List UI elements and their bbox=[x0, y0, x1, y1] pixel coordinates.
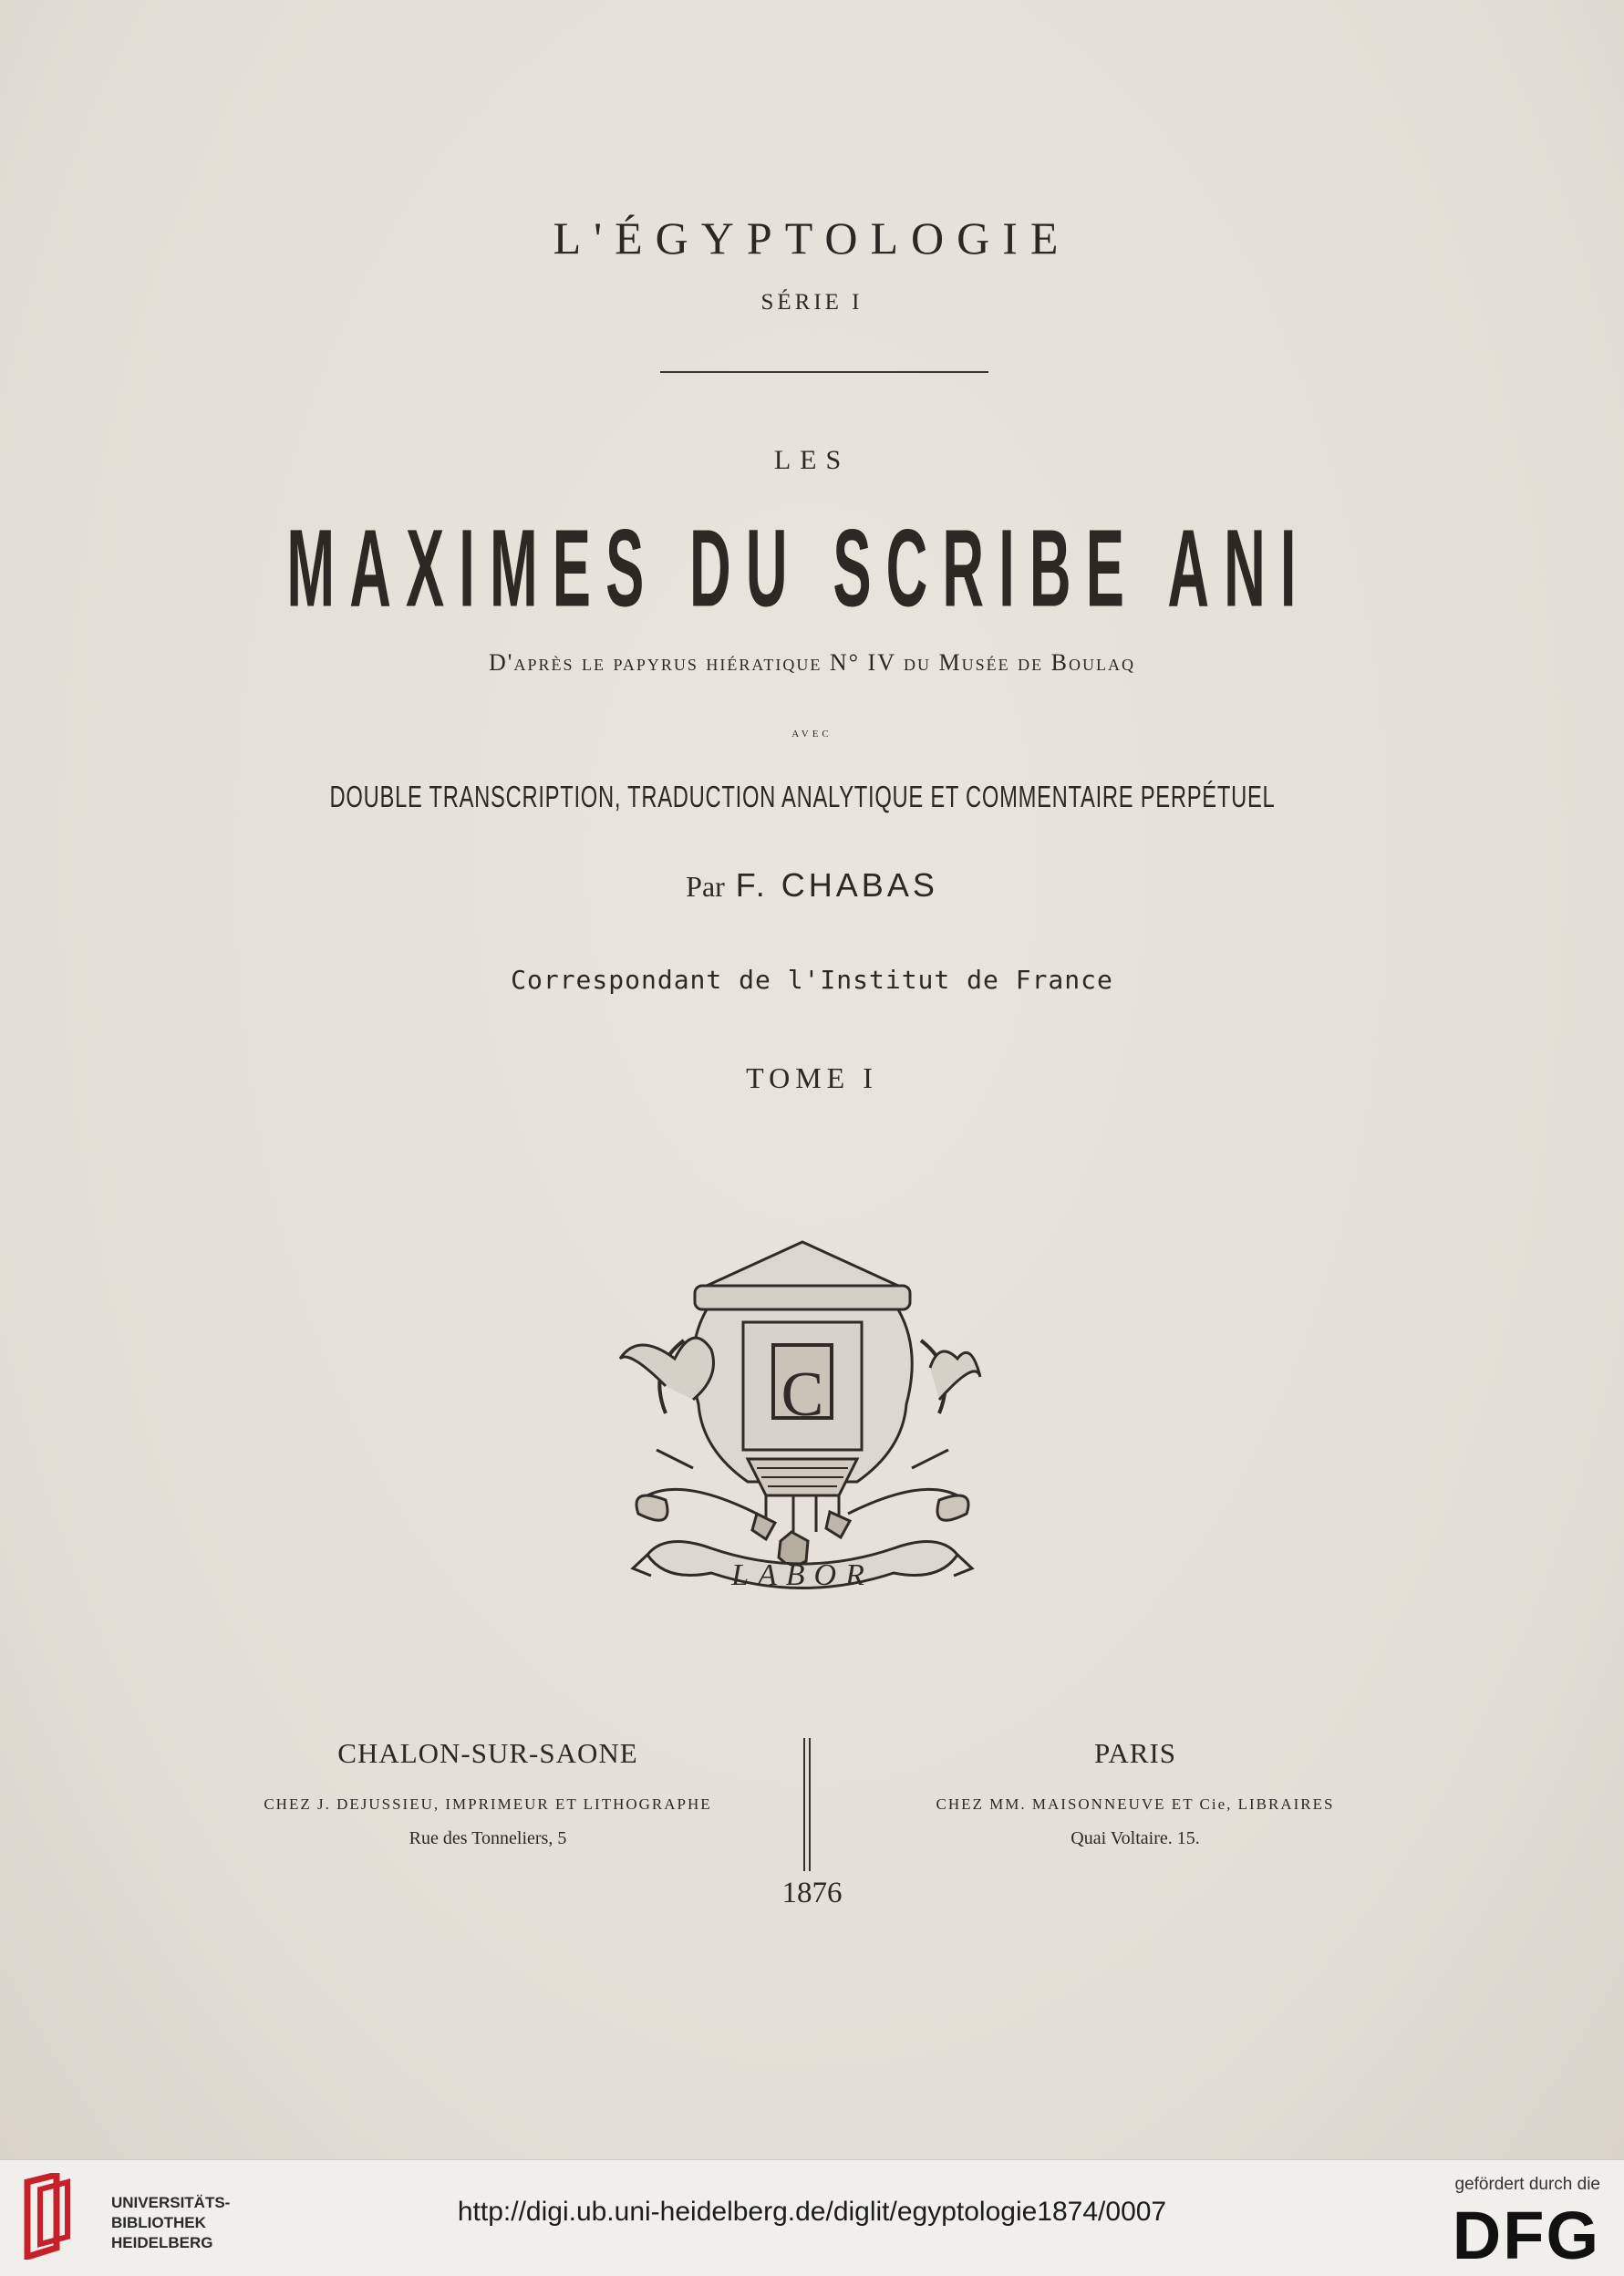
description: DOUBLE TRANSCRIPTION, TRADUCTION ANALYTIQUE ET COMMENTAIRE PERPÉTUEL bbox=[329, 780, 1276, 813]
by-prefix: Par bbox=[686, 870, 725, 903]
imprint-chalon bbox=[228, 1737, 748, 1849]
author-name: F. CHABAS bbox=[735, 866, 938, 904]
imprint-divider bbox=[803, 1738, 805, 1871]
library-name-line: UNIVERSITÄTS- bbox=[111, 2194, 231, 2211]
author-affiliation: Correspondant de l'Institut de France bbox=[511, 965, 1113, 995]
library-name-line: BIBLIOTHEK bbox=[111, 2214, 206, 2231]
imprint-left-publisher: CHEZ J. DEJUSSIEU, IMPRIMEUR ET LITHOGRAPHE bbox=[264, 1795, 712, 1813]
title-rule-divider bbox=[660, 371, 988, 373]
emblem-letter: C bbox=[781, 1360, 824, 1430]
library-name-line: HEIDELBERG bbox=[111, 2234, 213, 2251]
funding-note: gefördert durch die bbox=[1454, 2175, 1600, 2194]
dfg-logo[interactable] bbox=[1443, 2198, 1600, 2273]
series-number: SÉRIE I bbox=[760, 290, 864, 315]
dfg-logo-text: DFG bbox=[1452, 2198, 1600, 2273]
emblem-motto: LABOR bbox=[731, 1558, 874, 1592]
description-block bbox=[328, 780, 1277, 825]
imprint-left-address: Rue des Tonneliers, 5 bbox=[409, 1828, 567, 1848]
series-title: L'ÉGYPTOLOGIE bbox=[553, 212, 1071, 264]
conjunction-avec: avec bbox=[791, 725, 833, 740]
main-title: MAXIMES DU SCRIBE ANI bbox=[286, 506, 1311, 630]
publication-year: 1876 bbox=[781, 1877, 843, 1909]
imprint-right-address: Quai Voltaire. 15. bbox=[1071, 1828, 1200, 1848]
imprint-divider bbox=[809, 1738, 811, 1871]
imprint-paris bbox=[875, 1737, 1395, 1849]
digitization-footer bbox=[0, 2159, 1624, 2276]
permalink-url[interactable]: http://digi.ub.uni-heidelberg.de/diglit/egyptologie1874/0007 bbox=[457, 2197, 1167, 2227]
author-byline bbox=[0, 866, 1624, 905]
title-article: LES bbox=[773, 445, 851, 475]
publisher-emblem-icon bbox=[611, 1222, 994, 1605]
subtitle: D'après le papyrus hiératique N° IV du Musée de Boulaq bbox=[489, 649, 1135, 676]
main-title-block bbox=[269, 506, 1329, 630]
imprint-left-city: CHALON-SUR-SAONE bbox=[337, 1737, 638, 1769]
imprint-right-city: PARIS bbox=[1093, 1737, 1177, 1769]
imprint-right-publisher: CHEZ MM. MAISONNEUVE ET Cie, LIBRAIRES bbox=[936, 1795, 1335, 1813]
volume-label: TOME I bbox=[746, 1061, 878, 1094]
